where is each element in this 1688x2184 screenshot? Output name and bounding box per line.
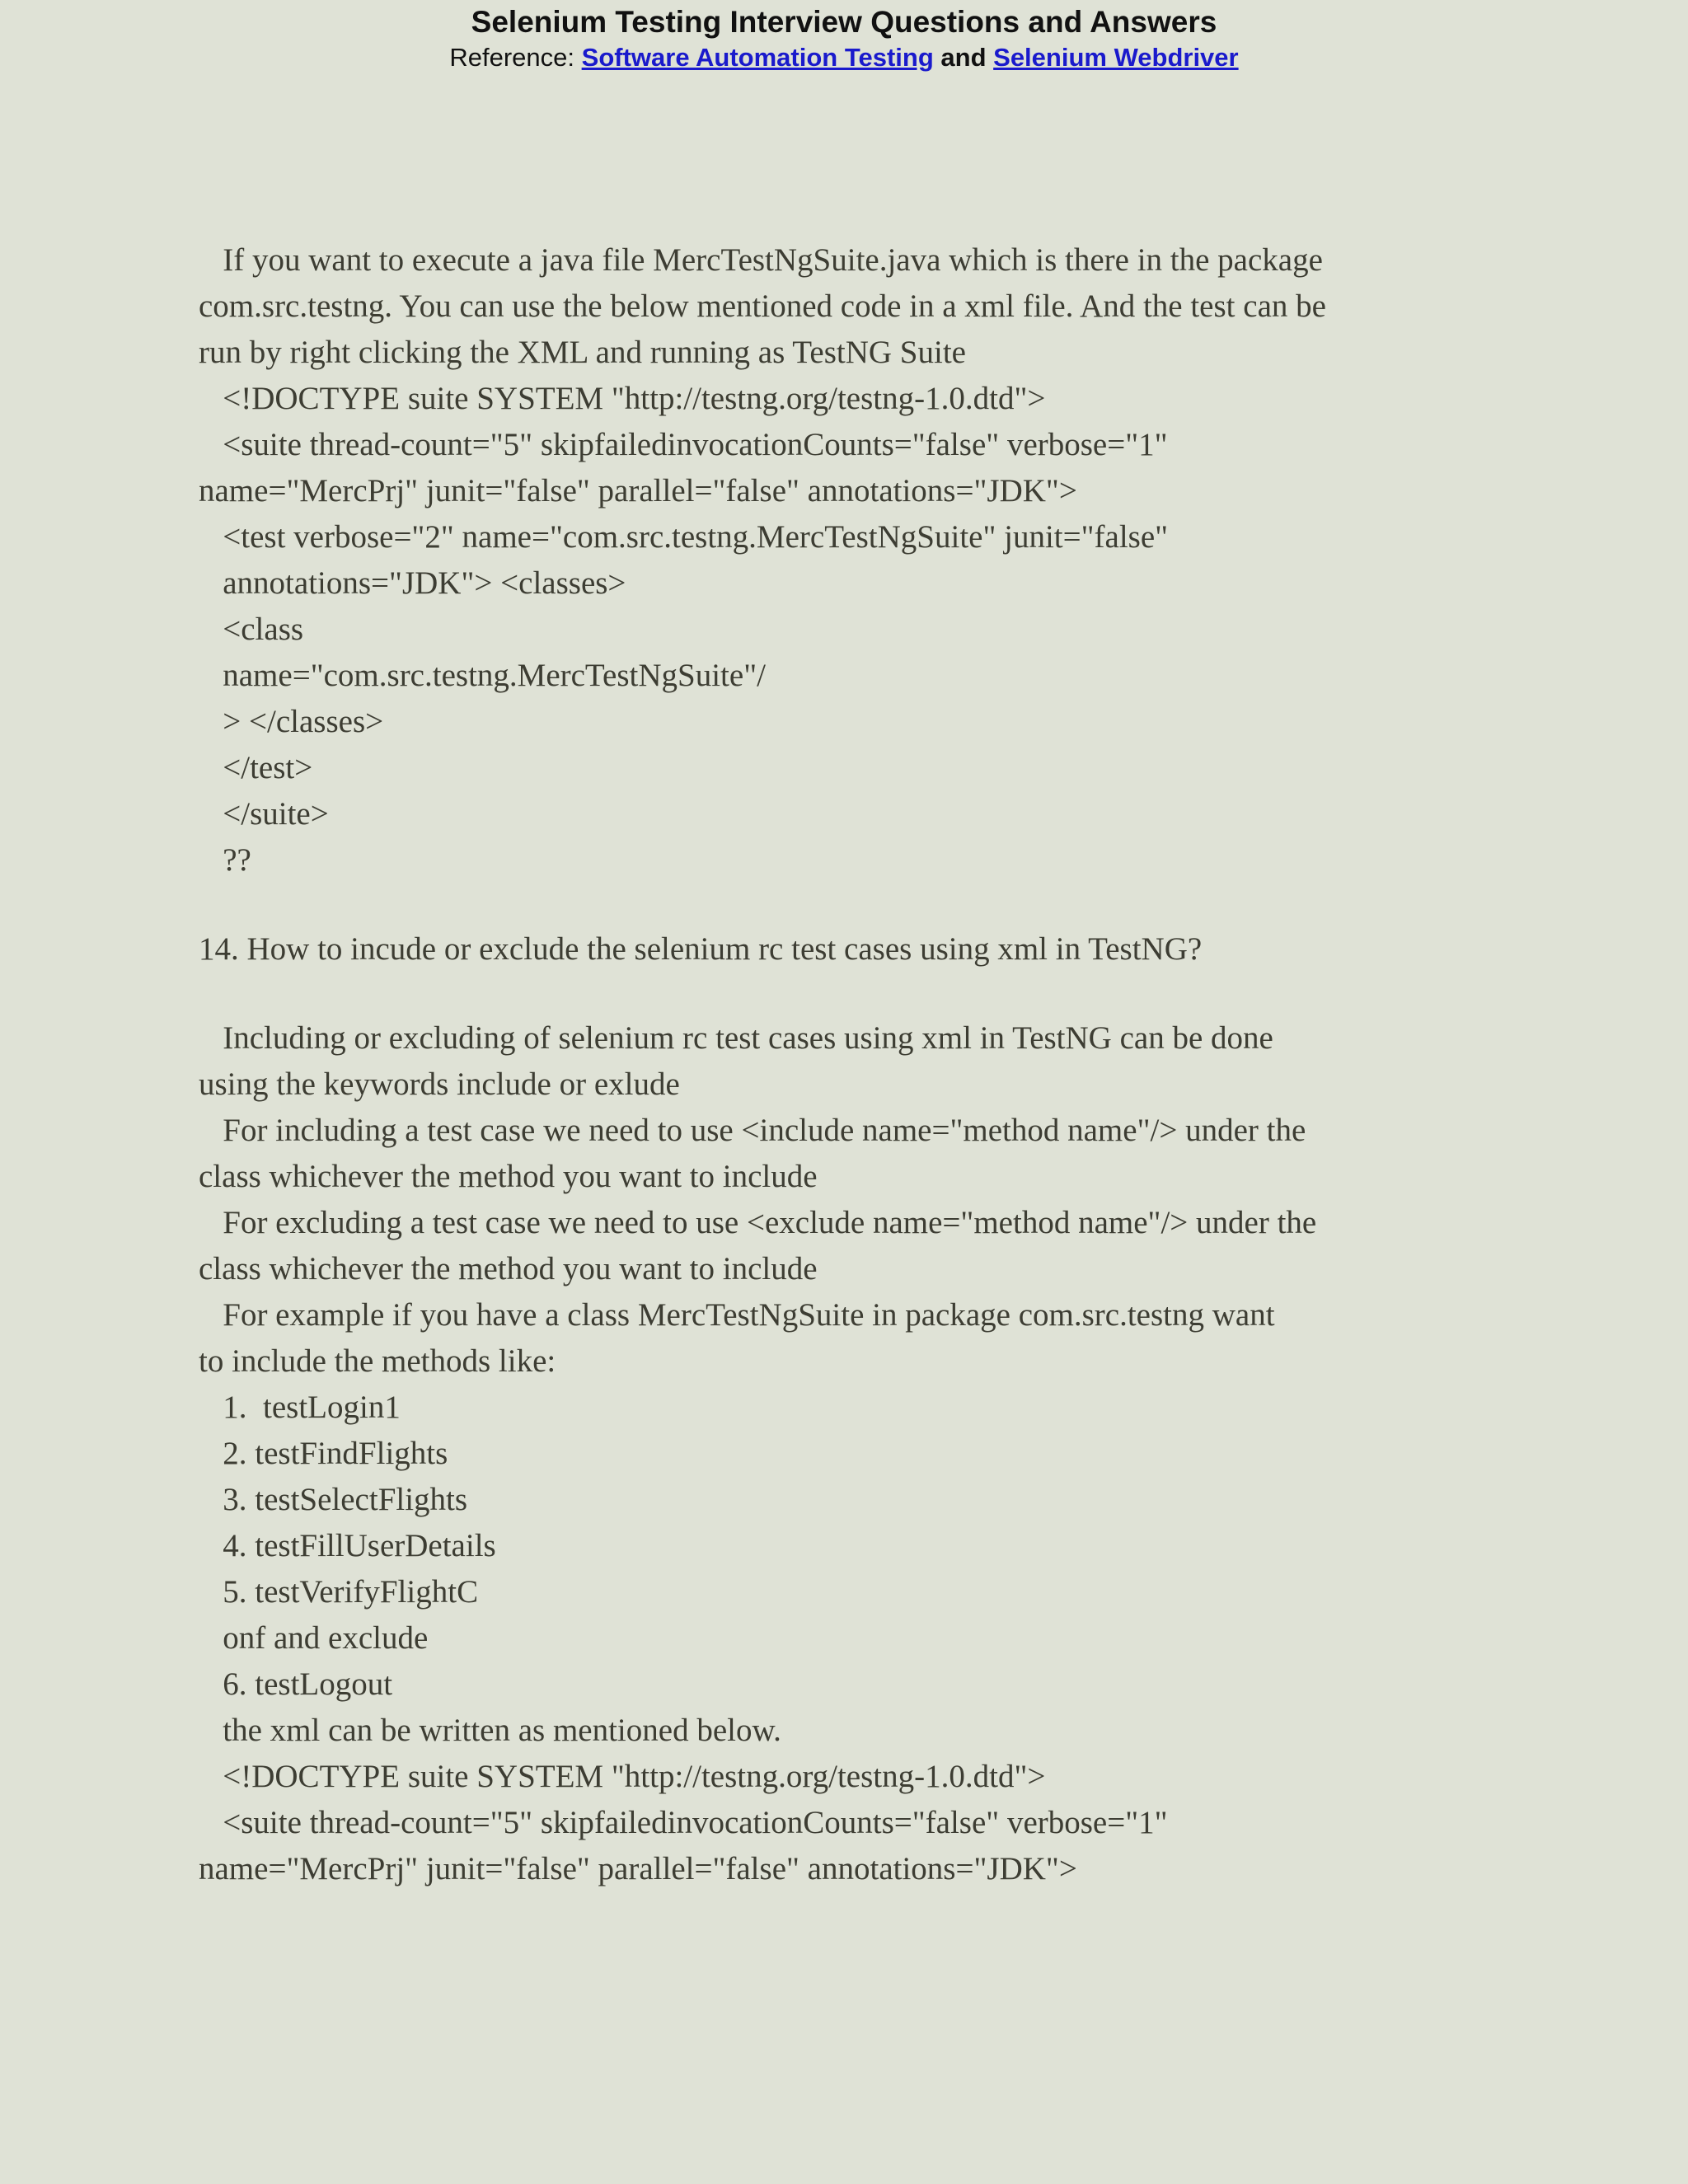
reference-label: Reference: xyxy=(449,43,582,72)
testng-suite-xml-section xyxy=(199,237,1484,883)
spacer xyxy=(199,972,1484,1015)
document-body xyxy=(199,237,1484,1892)
and-label: and xyxy=(940,43,987,72)
text-line: Including or excluding of selenium rc test cases using xml in TestNG can be done xyxy=(199,1020,1273,1056)
text-line: For excluding a test case we need to use <exclude name="method name"/> under the xyxy=(199,1205,1317,1240)
text-line: <test verbose="2" name="com.src.testng.MercTestNgSuite" junit="false" xyxy=(199,519,1169,555)
text-line: name="MercPrj" junit="false" parallel="false" annotations="JDK"> xyxy=(199,473,1077,509)
text-line: 2. testFindFlights xyxy=(199,1436,448,1471)
software-automation-testing-link[interactable]: Software Automation Testing xyxy=(581,43,934,72)
text-line: 4. testFillUserDetails xyxy=(199,1528,496,1563)
text-line: run by right clicking the XML and running as TestNG Suite xyxy=(199,335,966,370)
text-line: com.src.testng. You can use the below mentioned code in a xml file. And the test can be xyxy=(199,288,1326,324)
text-line: > </classes> xyxy=(199,704,384,739)
text-line: <class xyxy=(199,612,304,647)
reference-line xyxy=(0,41,1688,74)
text-line: 3. testSelectFlights xyxy=(199,1482,468,1517)
text-line: annotations="JDK"> <classes> xyxy=(199,565,626,601)
include-exclude-section xyxy=(199,1015,1484,1892)
text-line: onf and exclude xyxy=(199,1620,429,1656)
text-line: the xml can be written as mentioned below. xyxy=(199,1713,781,1748)
text-line: 5. testVerifyFlightC xyxy=(199,1574,479,1610)
selenium-webdriver-link[interactable]: Selenium Webdriver xyxy=(993,43,1239,72)
text-line: For including a test case we need to use <include name="method name"/> under the xyxy=(199,1113,1306,1148)
text-line: For example if you have a class MercTestNgSuite in package com.src.testng want xyxy=(199,1297,1275,1333)
text-line: <!DOCTYPE suite SYSTEM "http://testng.org/testng-1.0.dtd"> xyxy=(199,381,1046,416)
text-line: name="MercPrj" junit="false" parallel="false" annotations="JDK"> xyxy=(199,1851,1077,1886)
text-line: ?? xyxy=(199,842,251,878)
text-line: using the keywords include or exlude xyxy=(199,1066,680,1102)
text-line: <suite thread-count="5" skipfailedinvocationCounts="false" verbose="1" xyxy=(199,1805,1168,1840)
text-line: name="com.src.testng.MercTestNgSuite"/ xyxy=(199,658,766,693)
text-line: </suite> xyxy=(199,796,329,832)
text-line: to include the methods like: xyxy=(199,1343,556,1379)
spacer xyxy=(199,883,1484,926)
text-line: <!DOCTYPE suite SYSTEM "http://testng.org/testng-1.0.dtd"> xyxy=(199,1759,1046,1794)
text-line: class whichever the method you want to include xyxy=(199,1251,818,1286)
question-heading: 14. How to incude or exclude the selenium rc test cases using xml in TestNG? xyxy=(199,931,1203,967)
text-line: 1. testLogin1 xyxy=(199,1390,401,1425)
page-header xyxy=(0,0,1688,74)
text-line: If you want to execute a java file MercTestNgSuite.java which is there in the package xyxy=(199,242,1323,278)
page-title: Selenium Testing Interview Questions and Answers xyxy=(471,5,1217,39)
text-line: 6. testLogout xyxy=(199,1666,393,1702)
text-line: </test> xyxy=(199,750,313,785)
text-line: <suite thread-count="5" skipfailedinvocationCounts="false" verbose="1" xyxy=(199,427,1168,462)
text-line: class whichever the method you want to include xyxy=(199,1159,818,1194)
